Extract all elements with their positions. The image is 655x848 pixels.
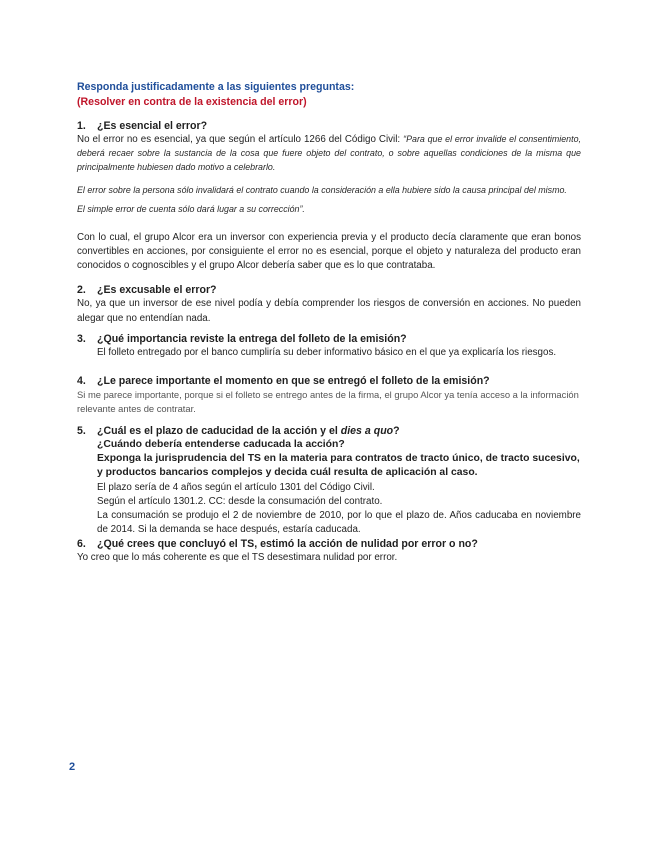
- answer-1-quote-3: El simple error de cuenta sólo dará lugar a su corrección”.: [77, 204, 305, 215]
- question-5-title-pre: ¿Cuál es el plazo de caducidad de la acción y el: [97, 425, 341, 438]
- question-6: [77, 537, 581, 551]
- instructions-heading: Responda justificadamente a las siguientes preguntas:: [77, 81, 355, 93]
- question-2-title: ¿Es excusable el error?: [97, 284, 217, 297]
- answer-1-quote-1: “Para que el error invalide el consentimiento, deberá recaer sobre la sustancia de la cosa que fuere objeto del contrato, o sobre aquellas condiciones de la misma que principalmente hubiesen dado motivo a celebrarlo.: [77, 134, 581, 173]
- question-2: [77, 283, 581, 297]
- question-3-title: ¿Qué importancia reviste la entrega del folleto de la emisión?: [97, 332, 407, 345]
- question-6-number: 6.: [77, 538, 86, 551]
- page-number: 2: [69, 761, 76, 773]
- answer-1-quote-2: El error sobre la persona sólo invalidará el contrato cuando la consideración a ella hubiere sido la causa principal del mismo.: [77, 184, 567, 195]
- question-4-number: 4.: [77, 375, 86, 388]
- question-3-number: 3.: [77, 332, 86, 345]
- answer-5-line-3: La consumación se produjo el 2 de noviembre de 2010, por lo que el plazo de. Años caducaba en noviembre de 2014. Si la demanda se hace después, estaría caducada.: [97, 510, 581, 536]
- question-1-title: ¿Es esencial el error?: [97, 120, 208, 132]
- answer-1-intro: No el error no es esencial, ya que según el artículo 1266 del Código Civil:: [77, 134, 404, 145]
- question-2-number: 2.: [77, 284, 86, 297]
- answer-6: Yo creo que lo más coherente es que el TS desestimara nulidad por error.: [77, 552, 398, 564]
- answer-2: No, ya que un inversor de ese nivel podía y debía comprender los riesgos de conversión en acciones. No pueden alegar que no entendían nada.: [77, 298, 581, 324]
- question-5-title-post: ?: [393, 425, 400, 438]
- answer-1-paragraph: [77, 133, 581, 176]
- question-1-number: 1.: [77, 120, 86, 132]
- question-6-title: ¿Qué crees que concluyó el TS, estimó la acción de nulidad por error o no?: [97, 538, 478, 551]
- answer-1-conclusion: Con lo cual, el grupo Alcor era un inversor con experiencia previa y el producto decía claramente que eran bonos convertibles en acciones, por consiguiente el error no es esencial, porque el objeto y naturaleza del producto eran conocidos o cognoscibles y el grupo Alcor debería saber que es lo que contrataba.: [77, 231, 581, 272]
- question-4: [77, 374, 581, 388]
- answer-5-line-2: Según el artículo 1301.2. CC: desde la consumación del contrato.: [97, 495, 383, 507]
- question-3: [77, 332, 581, 346]
- instructions-subheading: (Resolver en contra de la existencia del error): [77, 96, 307, 108]
- question-5-sub-2: Exponga la jurisprudencia del TS en la materia para contratos de tracto único, de tracto sucesivo, y productos bancarios complejos y decida cuál resulta de aplicación al caso.: [97, 453, 580, 479]
- question-5-title-em: dies a quo: [340, 425, 394, 438]
- answer-4: Si me parece importante, porque si el folleto se entrego antes de la firma, el grupo Alcor ya tenía acceso a la información relevante antes de contratar.: [77, 389, 579, 415]
- answer-5-line-1: El plazo sería de 4 años según el artículo 1301 del Código Civil.: [97, 481, 375, 493]
- question-4-title: ¿Le parece importante el momento en que se entregó el folleto de la emisión?: [97, 375, 490, 388]
- answer-3: El folleto entregado por el banco cumpliría su deber informativo básico en el que ya explicaría los riesgos.: [97, 346, 557, 358]
- question-5-number: 5.: [77, 425, 86, 438]
- question-5: [77, 424, 581, 438]
- document-page: [77, 80, 581, 566]
- question-5-sub-1: ¿Cuándo debería entenderse caducada la acción?: [97, 439, 345, 451]
- question-1: [77, 119, 581, 133]
